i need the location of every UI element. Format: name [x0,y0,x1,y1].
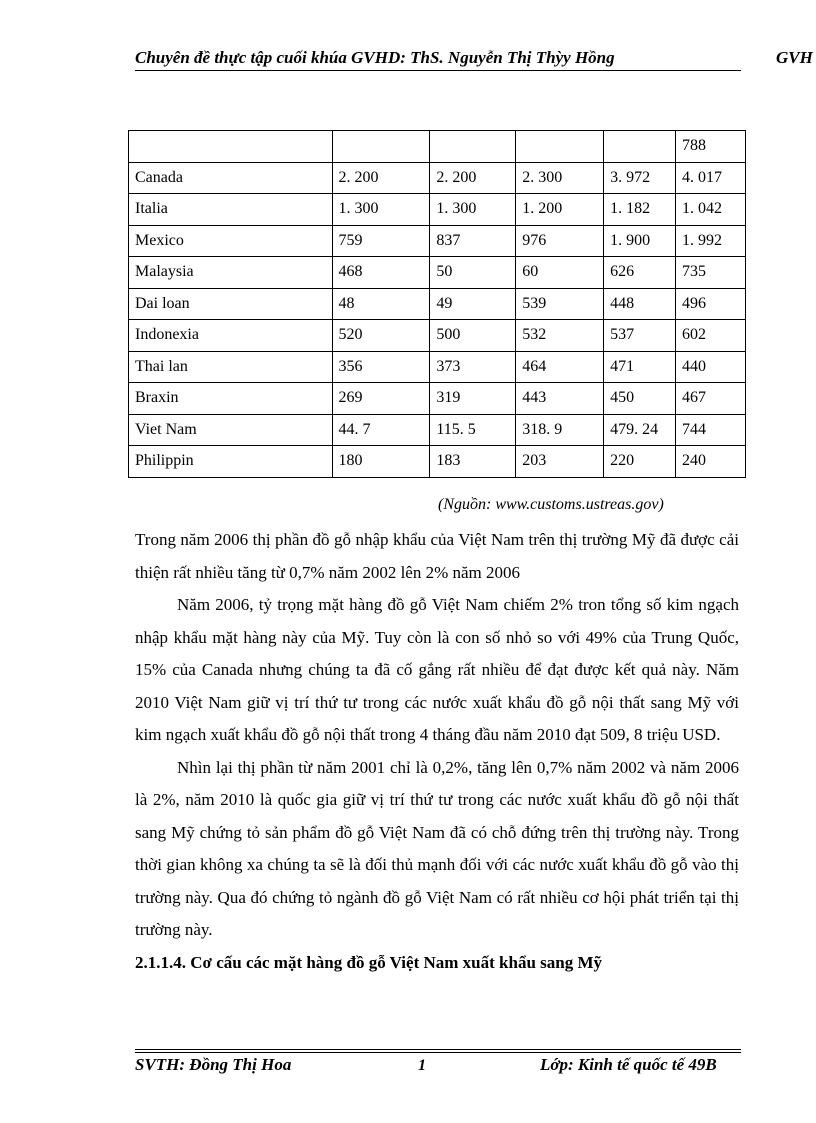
table-cell-value: 626 [604,257,676,289]
table-cell-value: 602 [676,320,746,352]
table-cell-value: 1. 900 [604,225,676,257]
table-cell-value: 1. 042 [676,194,746,226]
table-cell-value [332,131,430,163]
table-cell-value: 479. 24 [604,414,676,446]
table-row [129,446,746,478]
table-cell-value: 735 [676,257,746,289]
paragraph-3: Nhìn lại thị phần từ năm 2001 chỉ là 0,2%, tăng lên 0,7% năm 2002 và năm 2006 là 2%, năm 2010 là quốc gia giữ vị trí thứ tư trong các nước xuất khẩu đồ gỗ nội thất sang Mỹ chứng tỏ sản phẩm đồ gỗ Việt Nam đã có chỗ đứng trên thị trường này. Trong thời gian không xa chúng ta sẽ là đối thủ mạnh đối với các nước xuất khẩu đồ gỗ vào thị trường này. Qua đó chứng tỏ ngành đồ gỗ Việt Nam có rất nhiều cơ hội phát triển tại thị trường này. [135,757,739,939]
table-cell-value: 1. 992 [676,225,746,257]
table-cell-value: 788 [676,131,746,163]
table-cell-value [604,131,676,163]
table-cell-country: Canada [129,162,333,194]
page-number: 1 [418,1057,426,1074]
table-cell-country: Thai lan [129,351,333,383]
body-text [135,524,739,979]
table-cell-value: 443 [516,383,604,415]
table-row [129,194,746,226]
table-cell-value: 464 [516,351,604,383]
table-row [129,162,746,194]
table-row [129,257,746,289]
table-cell-value: 44. 7 [332,414,430,446]
table-cell-value: 318. 9 [516,414,604,446]
table-cell-value: 744 [676,414,746,446]
table-cell-value: 115. 5 [430,414,516,446]
table-cell-value: 467 [676,383,746,415]
table-cell-value: 537 [604,320,676,352]
paragraph-2: Năm 2006, tỷ trọng mặt hàng đồ gỗ Việt Nam chiếm 2% tron tổng số kim ngạch nhập khẩu mặt hàng này của Mỹ. Tuy còn là con số nhỏ so với 49% của Trung Quốc, 15% của Canada nhưng chúng ta đã cố gắng rất nhiều để đạt được kết quả này. Năm 2010 Việt Nam giữ vị trí thứ tư trong các nước xuất khẩu đồ gỗ nội thất sang Mỹ với kim ngạch xuất khẩu đồ gỗ nội thất trong 4 tháng đầu năm 2010 đạt 509, 8 triệu USD. [135,595,739,744]
table-row [129,131,746,163]
table-cell-value: 2. 300 [516,162,604,194]
table-cell-value: 3. 972 [604,162,676,194]
table-cell-value: 60 [516,257,604,289]
table-cell-country: Indonexia [129,320,333,352]
table-source: (Nguồn: www.customs.ustreas.gov) [438,496,664,513]
table-cell-value: 759 [332,225,430,257]
table-cell-country: Malaysia [129,257,333,289]
table-cell-value: 496 [676,288,746,320]
table-cell-value: 2. 200 [430,162,516,194]
table-cell-value: 448 [604,288,676,320]
table-cell-value: 837 [430,225,516,257]
table-cell-value: 1. 300 [430,194,516,226]
table-cell-value: 539 [516,288,604,320]
table-cell-country: Dai loan [129,288,333,320]
table-cell-value: 4. 017 [676,162,746,194]
table-cell-value: 2. 200 [332,162,430,194]
footer-student: SVTH: Đồng Thị Hoa [135,1055,292,1074]
footer-class: Lớp: Kinh tế quốc tế 49B [540,1055,717,1074]
table-cell-value: 183 [430,446,516,478]
section-heading: 2.1.1.4. Cơ cấu các mặt hàng đồ gỗ Việt Nam xuất khẩu sang Mỹ [135,952,603,972]
table-cell-country [129,131,333,163]
table-cell-value: 50 [430,257,516,289]
import-data-table [128,130,746,478]
table-cell-value: 356 [332,351,430,383]
table-row [129,383,746,415]
table-cell-value: 520 [332,320,430,352]
paragraph-1: Trong năm 2006 thị phần đồ gỗ nhập khẩu của Việt Nam trên thị trường Mỹ đã được cải thiện rất nhiều tăng từ 0,7% năm 2002 lên 2% năm 2006 [135,530,739,582]
table-cell-value: 1. 300 [332,194,430,226]
table-cell-value: 49 [430,288,516,320]
table-cell-country: Viet Nam [129,414,333,446]
table-row [129,351,746,383]
table-cell-value: 48 [332,288,430,320]
table-row [129,320,746,352]
page-header: Chuyên đề thực tập cuối khúa GVHD: ThS. Nguyễn Thị Thỳy Hồng [135,48,741,71]
table-cell-value [430,131,516,163]
table-cell-value: 269 [332,383,430,415]
table-row [129,225,746,257]
table-cell-value: 468 [332,257,430,289]
table-cell-country: Mexico [129,225,333,257]
table-cell-value: 976 [516,225,604,257]
table-cell-value: 240 [676,446,746,478]
table-cell-value: 471 [604,351,676,383]
table-cell-value: 319 [430,383,516,415]
table-cell-value: 203 [516,446,604,478]
page-header-overflow: GVH [776,48,813,67]
table-cell-value: 450 [604,383,676,415]
table-cell-country: Italia [129,194,333,226]
table-row [129,288,746,320]
table-cell-value: 373 [430,351,516,383]
table-row [129,414,746,446]
table-cell-value: 1. 200 [516,194,604,226]
table-cell-country: Braxin [129,383,333,415]
table-cell-value: 1. 182 [604,194,676,226]
table-cell-value: 532 [516,320,604,352]
table-cell-value: 180 [332,446,430,478]
footer-rule [135,1049,741,1053]
table-cell-value: 500 [430,320,516,352]
table-cell-country: Philippin [129,446,333,478]
table-cell-value: 440 [676,351,746,383]
table-cell-value: 220 [604,446,676,478]
table-cell-value [516,131,604,163]
